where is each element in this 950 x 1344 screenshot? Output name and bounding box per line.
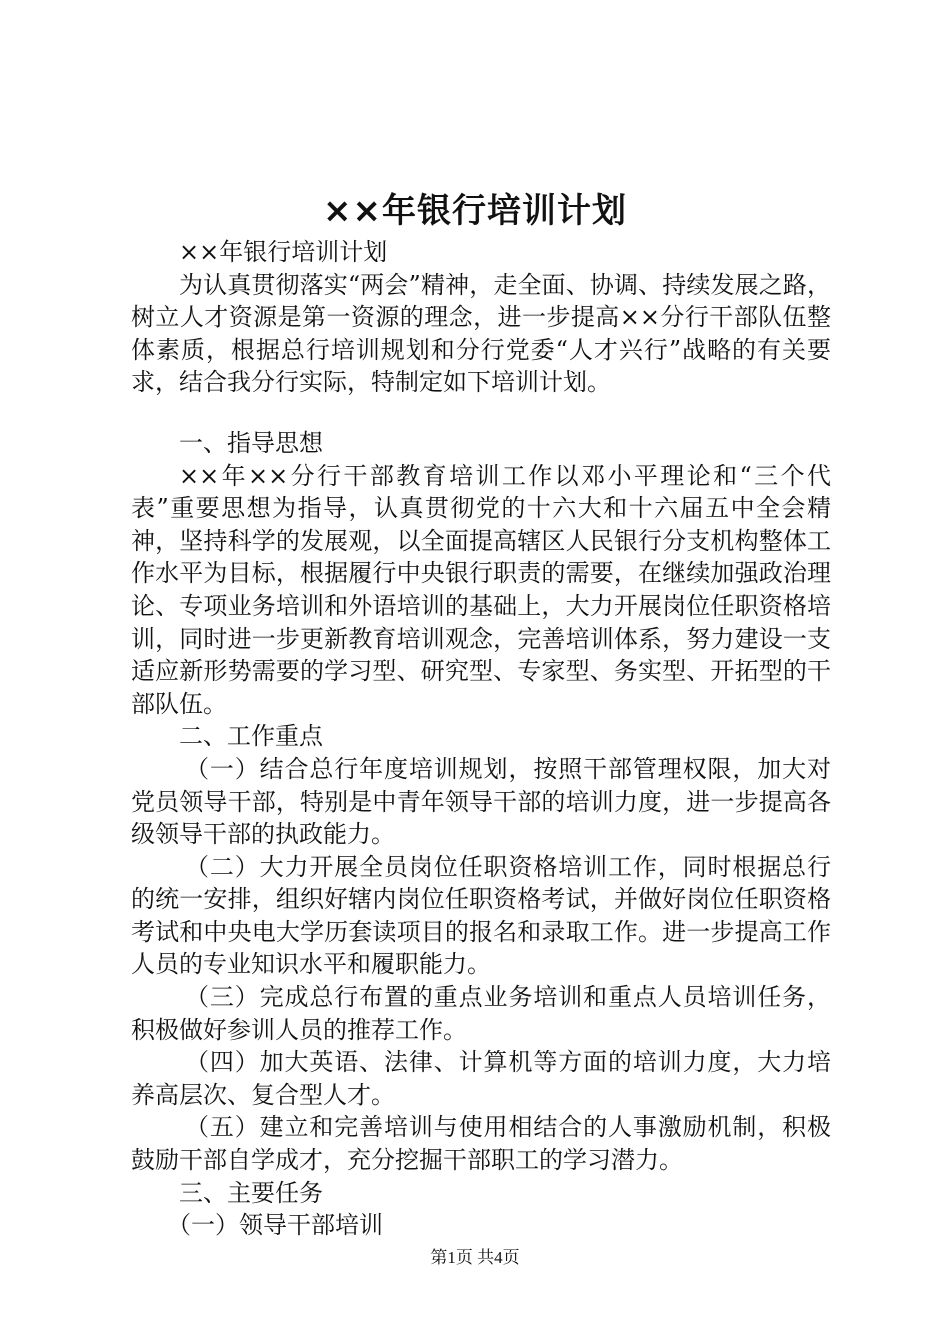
work-focus-item-5: （五）建立和完善培训与使用相结合的人事激励机制，积极鼓励干部自学成才，充分挖掘干部职工的学习潜力。 — [131, 1113, 831, 1175]
work-focus-item-3: （三）完成总行布置的重点业务培训和重点人员培训任务，积极做好参训人员的推荐工作。 — [131, 983, 831, 1044]
section-heading-main-tasks: 三、主要任务 — [179, 1178, 323, 1207]
main-tasks-item-1: （一）领导干部培训 — [167, 1211, 383, 1240]
section-heading-guiding-thought: 一、指导思想 — [179, 428, 323, 457]
subtitle-paragraph: ××年银行培训计划 — [179, 238, 388, 266]
document-body — [131, 236, 831, 1242]
page-number-footer: 第1页 共4页 — [430, 1248, 520, 1267]
guiding-thought-paragraph: ××年××分行干部教育培训工作以邓小平理论和“三个代表”重要思想为指导，认真贯彻党的十六大和十六届五中全会精神，坚持科学的发展观，以全面提高辖区人民银行分支机构整体工作水平为目标，根据履行中央银行职责的需要，在继续加强政治理论、专项业务培训和外语培训的基础上，大力开展岗位任职资格培训，同时进一步更新教育培训观念，完善培训体系，努力建设一支适应新形势需要的学习型、研究型、专家型、务实型、开拓型的干部队伍。 — [131, 461, 831, 718]
document-title: ××年银行培训计划 — [323, 191, 627, 231]
section-heading-work-focus: 二、工作重点 — [179, 722, 323, 751]
work-focus-item-2: （二）大力开展全员岗位任职资格培训工作，同时根据总行的统一安排，组织好辖内岗位任职资格考试，并做好岗位任职资格考试和中央电大学历套读项目的报名和录取工作。进一步提高工作人员的专业知识水平和履职能力。 — [131, 852, 831, 979]
intro-paragraph: 为认真贯彻落实“两会”精神，走全面、协调、持续发展之路，树立人才资源是第一资源的理念，进一步提高××分行干部队伍整体素质，根据总行培训规划和分行党委“人才兴行”战略的有关要求，结合我分行实际，特制定如下培训计划。 — [131, 270, 831, 397]
work-focus-item-4: （四）加大英语、法律、计算机等方面的培训力度，大力培养高层次、复合型人才。 — [131, 1048, 831, 1109]
work-focus-item-1: （一）结合总行年度培训规划，按照干部管理权限，加大对党员领导干部，特别是中青年领导干部的培训力度，进一步提高各级领导干部的执政能力。 — [131, 754, 831, 849]
